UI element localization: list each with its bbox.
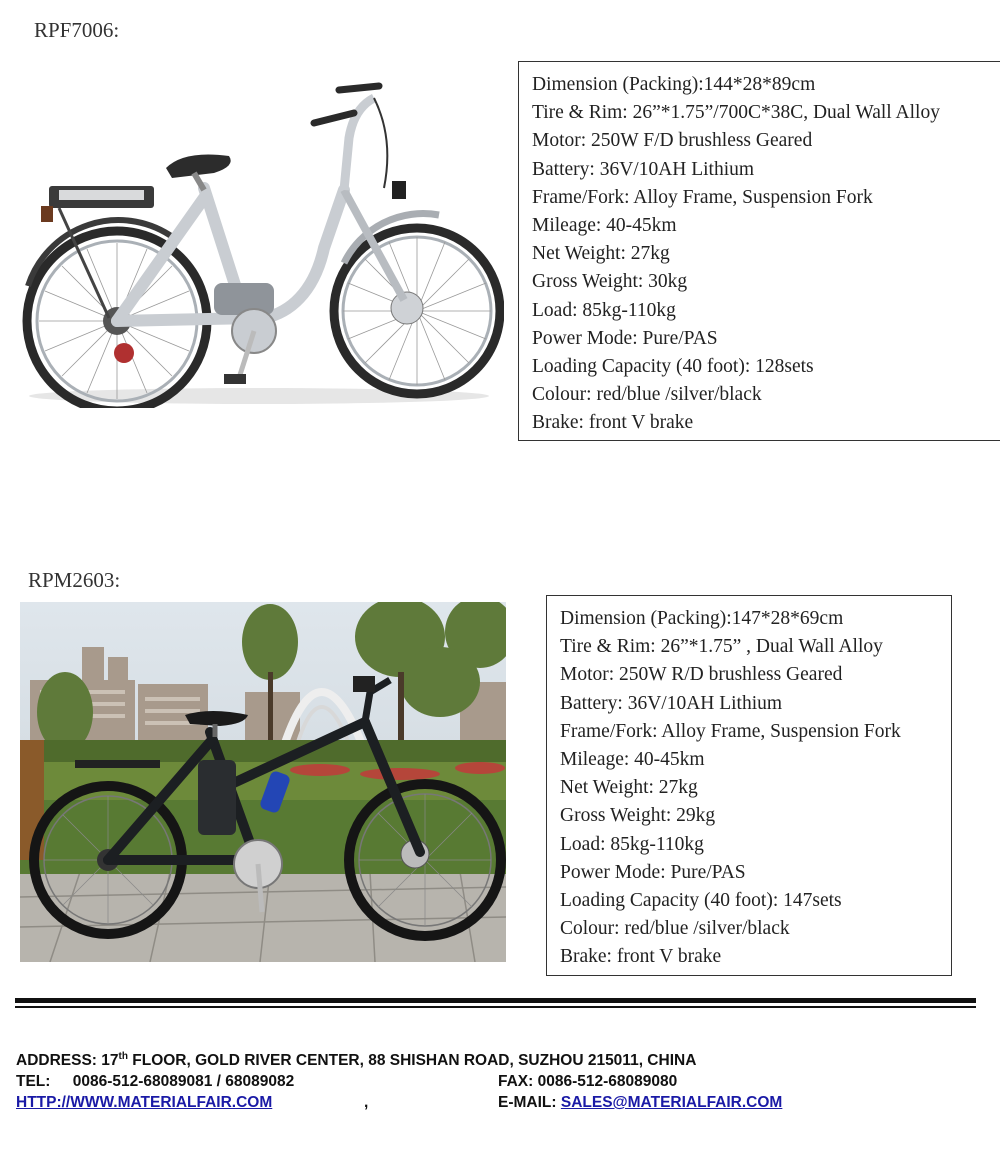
spec-line: Load: 85kg-110kg [560,833,704,855]
tel-line [16,1073,294,1091]
address-line [16,1052,696,1070]
spec-line: Battery: 36V/10AH Lithium [560,692,783,714]
website-line [16,1094,272,1112]
email-line [498,1094,782,1112]
spec-line: Load: 85kg-110kg [532,299,676,321]
spec-line: Brake: front V brake [532,412,694,434]
model-title-rpf7006: RPF7006: [34,18,120,42]
address-ordinal: th [118,1050,128,1062]
separator-comma: , [364,1094,369,1111]
tel-value: 0086-512-68089081 / 68089082 [72,1073,295,1090]
spec-line: Dimension (Packing):144*28*89cm [532,74,816,95]
spec-box-rpm2603 [546,595,952,976]
email-link[interactable]: SALES@MATERIALFAIR.COM [560,1094,783,1111]
spec-box-rpf7006 [518,61,1000,441]
spec-line: Frame/Fork: Alloy Frame, Suspension Fork [560,720,901,742]
model-title-rpm2603: RPM2603: [28,568,121,592]
spec-line: Colour: red/blue /silver/black [532,384,762,406]
tel-label: TEL: [16,1073,51,1090]
website-link[interactable]: HTTP://WWW.MATERIALFAIR.COM [16,1094,273,1111]
bike-photo-rpf7006 [14,78,504,408]
spec-line: Power Mode: Pure/PAS [532,327,718,349]
email-label: E-MAIL: [498,1094,557,1111]
fax-text: FAX: 0086-512-68089080 [498,1073,678,1090]
address-rest: FLOOR, GOLD RIVER CENTER, 88 SHISHAN ROAD, SUZHOU 215011, CHINA [127,1052,697,1069]
spec-line: Motor: 250W R/D brushless Geared [560,664,843,686]
spec-line: Battery: 36V/10AH Lithium [532,158,755,180]
spec-line: Tire & Rim: 26”*1.75” , Dual Wall Alloy [560,636,883,658]
spec-line: Dimension (Packing):147*28*69cm [560,608,844,629]
spec-line: Loading Capacity (40 foot): 128sets [532,356,814,378]
footer-divider-thick [15,998,976,1003]
spec-line: Frame/Fork: Alloy Frame, Suspension Fork [532,186,873,208]
spec-line: Gross Weight: 30kg [532,271,688,293]
spec-line: Mileage: 40-45km [560,749,705,771]
spec-line: Net Weight: 27kg [560,777,698,799]
spec-list-rpm2603 [560,605,951,972]
spec-line: Brake: front V brake [560,946,722,968]
spec-line: Loading Capacity (40 foot): 147sets [560,890,842,912]
spec-line: Tire & Rim: 26”*1.75”/700C*38C, Dual Wall Alloy [532,102,940,124]
bike-photo-rpm2603 [20,602,506,962]
spec-line: Gross Weight: 29kg [560,805,716,827]
spec-list-rpf7006 [532,71,1000,438]
address-prefix: ADDRESS: 17 [16,1052,119,1069]
contact-footer [16,1050,986,1120]
spec-line: Colour: red/blue /silver/black [560,918,790,940]
footer-divider-thin [15,1006,976,1008]
front-wheel [334,228,500,394]
spec-line: Motor: 250W F/D brushless Geared [532,130,813,152]
spec-line: Net Weight: 27kg [532,243,670,265]
spec-line: Power Mode: Pure/PAS [560,861,746,883]
spec-line: Mileage: 40-45km [532,215,677,237]
